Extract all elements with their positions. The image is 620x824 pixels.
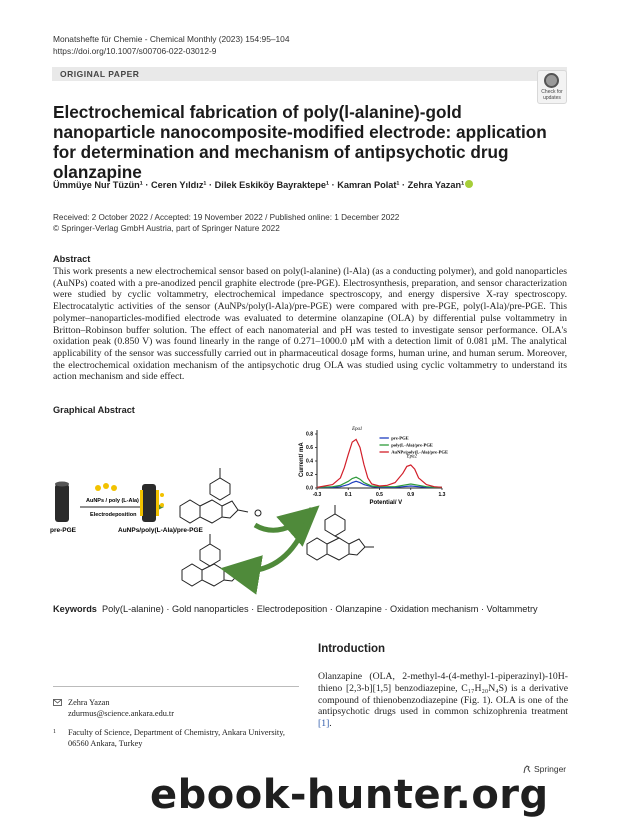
olanzapine-structure-3 [182, 534, 240, 586]
y-tick-label: 0.0 [306, 485, 313, 492]
bookmark-icon [544, 73, 559, 88]
corresponding-author: Zehra Yazan [68, 698, 110, 707]
footnote-divider [53, 686, 299, 687]
process-label: Electrodeposition [90, 512, 137, 518]
x-tick-label: 0.9 [407, 492, 415, 498]
graphical-abstract-heading: Graphical Abstract [53, 405, 135, 415]
y-tick-label: 0.4 [306, 458, 313, 465]
publisher-name: Springer [534, 764, 567, 774]
intro-body: Olanzapine (OLA, 2-methyl-4-(4-methyl-1-piperazinyl)-10H-thieno [2,3-b][1,5] benzodiazepine, C₁₇H₂₀N₄S) is a derivative compound of thienobenzodiazepine (Fig. 1). OLA is one of the antipsychotic drugs used in common schizophrenia treatment [318, 671, 568, 718]
publication-dates [53, 212, 399, 234]
affiliation-marker: 1 [53, 729, 56, 735]
author-list [53, 180, 473, 190]
keywords-list: Poly(L-alanine) · Gold nanoparticles · Electrodeposition · Olanzapine · Oxidation mechanism · Voltammetry [102, 604, 538, 614]
envelope-icon [53, 699, 62, 706]
copyright-line: © Springer-Verlag GmbH Austria, part of Springer Nature 2022 [53, 224, 280, 233]
x-tick-label: 0.5 [376, 492, 383, 498]
y-tick-label: 0.6 [306, 445, 313, 452]
legend-label: poly(L-Ala)/pre-PGE [391, 442, 433, 448]
article-type-label: ORIGINAL PAPER [60, 69, 140, 79]
reference-link[interactable]: [1] [318, 718, 330, 730]
abstract-text: This work presents a new electrochemical sensor based on poly(l-alanine) (l-Ala) (as a conducting polymer), and gold nanoparticles (AuNPs) coated with a pre-anodized pencil graphite electrode (pre-PGE). Electrosynthesis, preparation, and sensor characterization were studied by cyclic voltammetry, electrochemical impedance spectroscopy, and energy dispersive X-ray spectroscopy. Electrocatalytic activities of the sensor (AuNPs/poly(l-Ala)/pre-PGE) were compared with pre-PGE, poly(l-Ala)/pre-PGE. This polymer–nanoparticles-modified electrode was evaluated to determine olanzapine (OLA) by differential pulse voltammetry in Britton–Robinson buffer solution. The effect of each nanomaterial and pH was tested to investigate sensor performance. OLA's oxidation peak (0.850 V) was found linearly in the range of 0.271–1000.0 µM with a detection limit of 0.081 µM. The analytical applicability of the sensor was successfully carried out in pharmaceutical dosage forms, human urine, and human serum. Moreover, the electrochemical oxidation mechanism of the antipsychotic drug OLA was studied using cyclic voltammetry to understand its action mechanism and side effect. [53, 266, 567, 383]
legend-label: AuNPs/poly(L-Ala)/pre-PGE [391, 449, 449, 455]
journal-citation: Monatshefte für Chemie - Chemical Monthly (2023) 154:95–104 [53, 34, 290, 44]
dates-line: Received: 2 October 2022 / Accepted: 19 November 2022 / Published online: 1 December 2022 [53, 213, 400, 222]
check-for-updates-text: Check for updates [541, 89, 563, 101]
keywords-section [53, 604, 573, 614]
affiliation-block [53, 727, 299, 749]
intro-end: . [329, 718, 332, 730]
chart-x-label: Potential/ V [369, 500, 403, 506]
modified-electrode-label: AuNPs/poly(L-Ala)/pre-PGE [118, 527, 203, 534]
paper-title: Electrochemical fabrication of poly(l-alanine)-gold nanoparticle nanocomposite-modified electrode: application for determination and mechanism of antipsychotic drug olanzapine [53, 102, 547, 182]
peak-1-label: Epa1 [352, 427, 363, 432]
watermark-text: ebook-hunter.org [150, 772, 549, 818]
process-flow-arrow-2 [230, 508, 312, 571]
deposit-label: AuNPs / poly (L-Ala) [86, 498, 139, 504]
legend-label: pre-PGE [391, 435, 409, 441]
x-tick-label: 0.1 [344, 492, 352, 498]
graphical-abstract-figure [50, 420, 480, 595]
keywords-label: Keywords [53, 604, 97, 614]
introduction-text [318, 671, 568, 730]
modified-electrode [140, 484, 164, 522]
author-names: Ümmüye Nur Tüzün¹ · Ceren Yıldız¹ · Dilek Eskiköy Bayraktepe¹ · Kamran Polat¹ · Zehra Yazan¹ [53, 180, 465, 190]
abstract-heading: Abstract [53, 254, 91, 264]
affiliation-text: Faculty of Science, Department of Chemistry, Ankara University, 06560 Ankara, Turkey [68, 728, 285, 748]
y-tick-label: 0.2 [306, 472, 313, 479]
doi-link[interactable]: https://doi.org/10.1007/s00706-022-03012-9 [53, 46, 217, 56]
olanzapine-structure-2 [307, 505, 374, 560]
check-for-updates-badge[interactable] [537, 70, 567, 104]
pre-pge-label: pre-PGE [50, 527, 77, 534]
article-type-band [52, 67, 567, 81]
author-email[interactable]: zdurmus@science.ankara.edu.tr [68, 709, 175, 718]
chart-y-label: Current/ mA [299, 442, 305, 477]
y-tick-label: 0.8 [306, 431, 313, 438]
orcid-icon[interactable] [465, 180, 473, 188]
journal-header [53, 33, 290, 57]
voltammogram-chart [299, 427, 448, 506]
pre-pge-electrode [55, 482, 69, 523]
x-tick-label: 1.3 [438, 492, 446, 498]
correspondence-block [53, 697, 299, 719]
peak-2-label: Epa2 [406, 454, 417, 460]
introduction-heading: Introduction [318, 643, 386, 655]
x-tick-label: -0.3 [312, 492, 322, 498]
nanoparticle-icons [95, 483, 117, 491]
olanzapine-structure-1 [180, 468, 261, 523]
